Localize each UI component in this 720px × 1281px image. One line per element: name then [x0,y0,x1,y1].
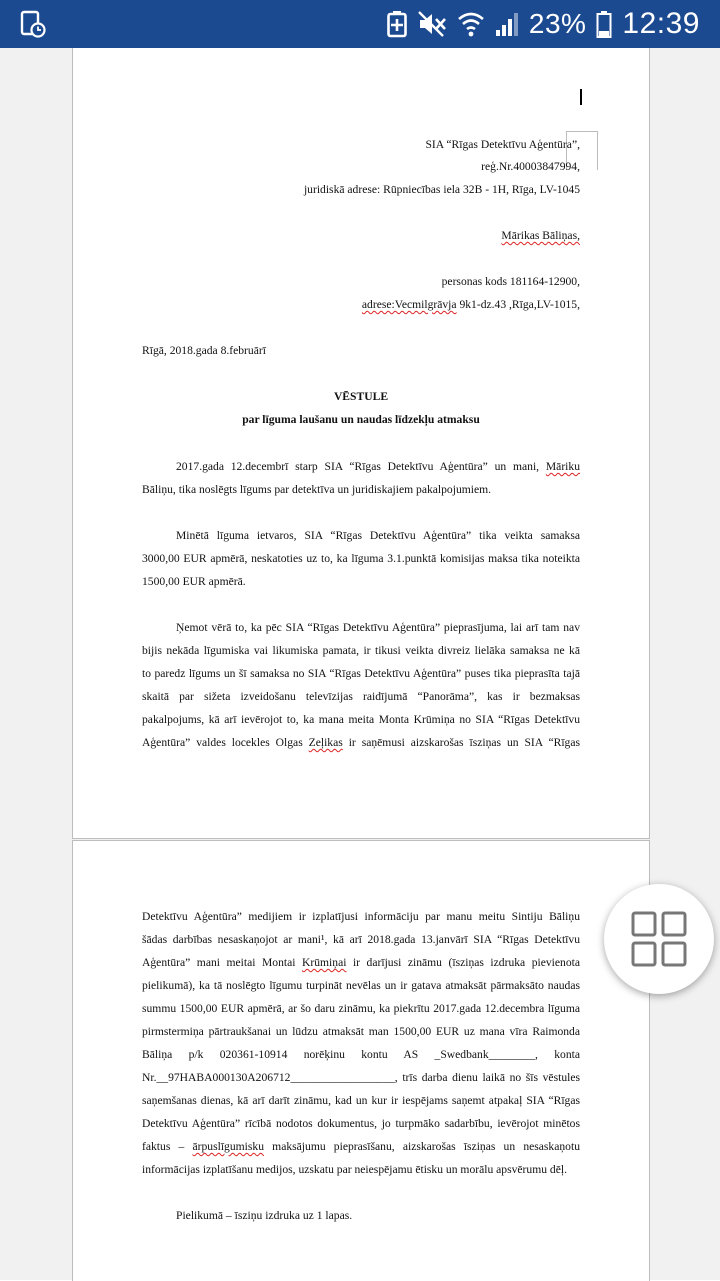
paragraph-4-line [142,957,580,969]
spell-error-word[interactable]: ārpuslīgumisku [192,1140,264,1153]
spell-error-word[interactable]: Māriku [545,460,580,473]
wifi-icon [457,10,485,38]
paragraph-2-line: 3000,00 EUR apmērā, neskatoties uz to, ka līguma 3.1.punktā komisijas maksa tika noteikta [142,552,580,565]
paragraph-3-line: to paredz līgums un šī samaksa no SIA “Rīgas Detektīvu Aģentūra” puses tika pieprasīta tajā [142,667,580,680]
text-run: maksājumu pieprasīšanu, aizskarošas īsziņas un nesaskaņotu [264,1140,580,1153]
battery-icon [596,10,612,38]
mute-icon [417,10,447,38]
grid-view-button[interactable] [604,884,714,994]
paragraph-3-line [142,737,580,749]
paragraph-4-line: Detektīvu Aģentūra” medijiem ir izplatījusi informāciju par manu meitu Sintiju Bāliņu [142,910,580,923]
document-page-1[interactable] [72,48,650,839]
paragraph-4-line: šādas darbības nesaskaņojot ar mani¹, kā arī 2018.gada 13.janvārī SIA “Rīgas Detektīvu [142,933,580,946]
letter-subtitle: par līguma laušanu un naudas līdzekļu atmaksu [242,413,480,426]
text-cursor [580,89,582,105]
sender-personal-code: personas kods 181164-12900, [441,275,580,288]
text-run: faktus – [142,1140,193,1153]
sender-address [362,299,580,311]
sender-name [501,230,580,242]
grid-view-icon [631,911,687,967]
paragraph-4-line: pirmstermiņa pārtraukšanai un lūdzu atmaksāt man 1500,00 EUR uz mana vīra Raimonda [142,1025,580,1038]
recipient-company: SIA “Rīgas Detektīvu Aģentūra”, [425,138,580,151]
battery-saver-icon [387,10,407,38]
battery-percent: 23% [528,8,587,39]
spell-error-word[interactable]: Mārikas Bāliņas, [501,229,580,242]
paragraph-4-line: Nr.__97HABA000130A206712__________________, trīs darba dienu laikā no šīs vēstules [142,1071,580,1084]
paragraph-4-line: Bāliņa p/k 020361-10914 norēķinu kontu AS _Swedbank________, konta [142,1048,580,1061]
paragraph-4-line: pielikumā), ka tā noslēgto līgumu turpināt nevēlas un ir gatava atmaksāt pārmaksāto naudas [142,979,580,992]
attachment-note: Pielikumā – īsziņu izdruka uz 1 lapas. [176,1209,353,1222]
status-bar [0,0,720,48]
paragraph-4-line: Detektīvu Aģentūra” rīcībā nodotos dokumentus, jo turpmāko sadarbību, ievērojot minētos [142,1117,580,1130]
paragraph-4-line: summu 1500,00 EUR apmērā, ar šo daru zināmu, ka piekrītu 2017.gada 12.decembra līguma [142,1002,580,1015]
place-date: Rīgā, 2018.gada 8.februārī [142,344,266,357]
paragraph-2-line: 1500,00 EUR apmērā. [142,575,246,588]
signal-icon [495,10,519,38]
sender-address-rest: 9k1-dz.43 ,Rīga,LV-1015, [456,298,580,311]
paragraph-1-line: Bāliņu, tika noslēgts līgums par detektīva un juridiskajiem pakalpojumiem. [142,483,492,496]
paragraph-4-line: informācijas izplatīšanu medijos, uzskatu par neiespējamu ētisku un morālu apsvērumu dēļ. [142,1163,567,1176]
spell-error-word[interactable]: Krūmiņai [302,956,347,969]
recipient-legal-address: juridiskā adrese: Rūpniecības iela 32B - 1H, Rīga, LV-1045 [303,183,580,196]
screenshot-icon [20,10,46,38]
recipient-reg-number: reģ.Nr.40003847994, [481,160,580,173]
paragraph-4-line: saņemšanas dienas, kā arī darīt zināmu, kad un kur ir iespējams saņemt atpakaļ SIA “Rīgas [142,1094,580,1107]
spell-error-word[interactable]: Zeļikas [308,736,343,749]
spell-error-word[interactable]: adrese:Vecmilgrāvja [361,298,457,311]
paragraph-3-line: bijis nekāda līgumiska vai likumiska pamata, ir tikusi veikta divreiz lielāka samaksa ne kā [142,644,580,657]
text-run: Aģentūra” valdes locekles Olgas [142,736,309,749]
paragraph-1-line [176,461,580,473]
text-run: 2017.gada 12.decembrī starp SIA “Rīgas Detektīvu Aģentūra” un mani, [176,460,540,473]
text-run: ir darījusi zināmu (īsziņas izdruka pievienota [346,956,580,969]
paragraph-3-line: Ņemot vērā to, ka pēc SIA “Rīgas Detektīvu Aģentūra” pieprasījuma, lai arī tam nav [176,621,580,634]
document-viewer[interactable] [0,48,720,1280]
paragraph-3-line: pakalpojums, kā arī ievērojot to, ka mana meita Monta Krūmiņa no SIA “Rīgas Detektīvu [142,713,580,726]
paragraph-4-line [142,1141,580,1153]
letter-title: VĒSTULE [333,390,389,403]
paragraph-2-line: Minētā līguma ietvaros, SIA “Rīgas Detektīvu Aģentūra” tika veikta samaksa [176,529,580,542]
paragraph-3-line: skaitā par sižeta izveidošanu televīzijas raidījumā “Panorāma”, kas ir bezmaksas [142,690,580,703]
text-run: Aģentūra” mani meitai Montai [142,956,302,969]
text-run: ir saņēmusi aizskarošas īsziņas un SIA “Rīgas [342,736,581,749]
document-page-2[interactable] [72,840,650,1281]
clock: 12:39 [622,7,700,40]
